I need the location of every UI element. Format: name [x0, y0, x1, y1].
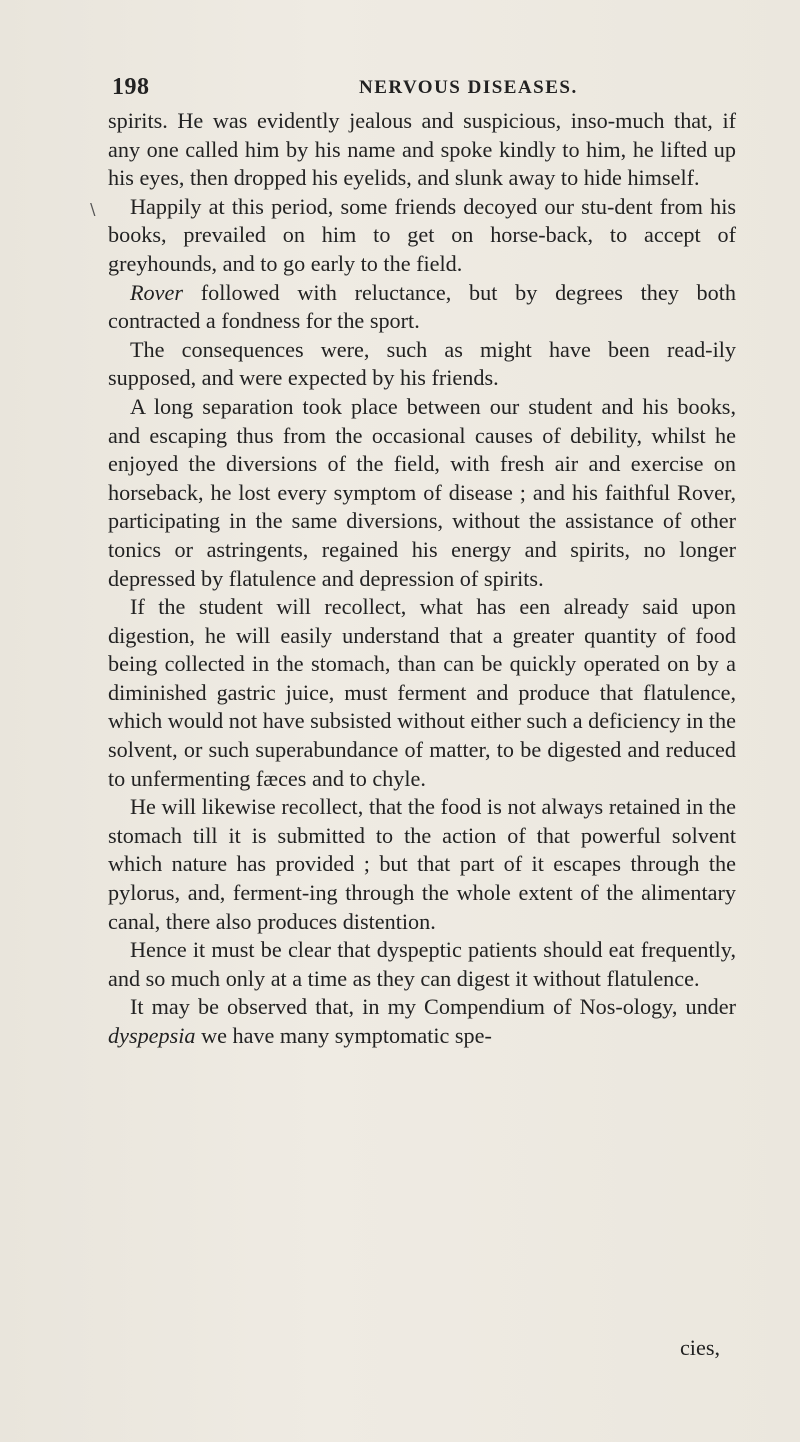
paragraph: He will likewise recollect, that the food is not always retained in the stomach till it is submitted to the action of that powerful solvent which nature has provided ; but that part of it escapes through the pylorus, and, ferment-ing through the whole extent of the alimentary canal, there also produces distention. [108, 794, 736, 934]
paragraph [108, 279, 736, 336]
paragraph: If the student will recollect, what has een already said upon digestion, he will easily understand that a greater quantity of food being collected in the stomach, than can be quickly operated on by a diminished gastric juice, must ferment and produce that flatulence, which would not have subsisted without either such a deficiency in the solvent, or such superabundance of matter, to be digested and reduced to unfermenting fæces and to chyle. [108, 594, 736, 791]
paragraph: A long separation took place between our student and his books, and escaping thus from the occasional causes of debility, whilst he enjoyed the diversions of the field, with fresh air and exercise on horseback, he lost every symptom of disease ; and his faithful Rover, participating in the same diversions, without the assistance of other tonics or astringents, regained his energy and spirits, no longer depressed by flatulence and depression of spirits. [108, 393, 736, 591]
catchword: cies, [679, 1335, 720, 1360]
page-number: 198 [112, 74, 150, 100]
margin-mark-icon: ∖ [87, 202, 98, 219]
paragraph: Happily at this period, some friends decoyed our stu-dent from his books, prevailed on him to get on horse-back, to accept of greyhounds, and to go early to the field. [108, 193, 736, 276]
paragraph-part-1: It may be observed that, in my Compendium of Nos-ology, under [130, 994, 736, 1020]
paragraph-italic-dyspepsia: dyspepsia [108, 1023, 196, 1048]
body-text [108, 107, 736, 1051]
paragraph: Hence it must be clear that dyspeptic patients should eat frequently, and so much only at a time as they can digest it without flatulence. [108, 937, 736, 991]
paragraph-part-2: we have many symptomatic spe- [195, 1023, 492, 1048]
paragraph [108, 993, 736, 1050]
running-head: NERVOUS DISEASES. [359, 77, 578, 98]
paragraph: The consequences were, such as might have been read-ily supposed, and were expected by his friends. [108, 336, 736, 391]
paragraph: spirits. He was evidently jealous and suspicious, inso-much that, if any one called him by his name and spoke kindly to him, he lifted up his eyes, then dropped his eyelids, and slunk away to hide himself. [108, 108, 736, 191]
paragraph-italic-rover: Rover [130, 279, 183, 305]
page-header [112, 62, 712, 102]
paragraph-rest: followed with reluctance, but by degrees they both contracted a fondness for the sport. [108, 279, 736, 334]
